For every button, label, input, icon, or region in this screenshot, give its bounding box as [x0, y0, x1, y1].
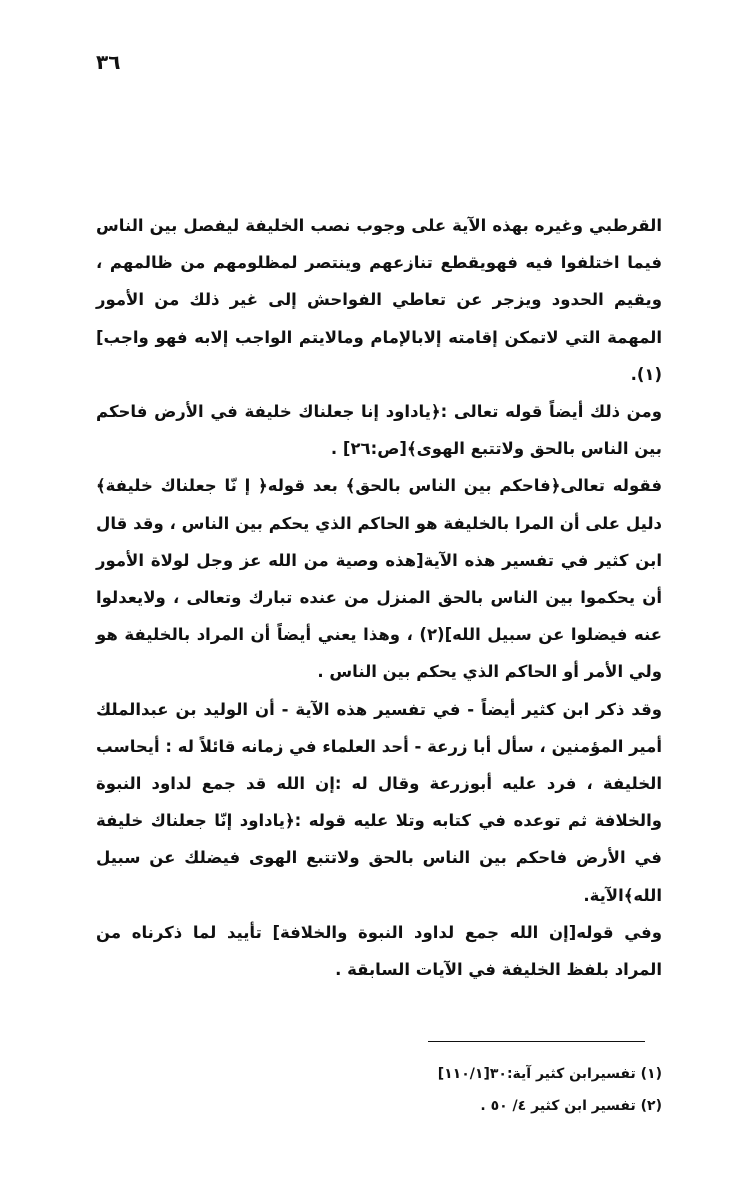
paragraph: فقوله تعالى﴿فاحكم بين الناس بالحق﴾ بعد قوله﴿ إ نّا جعلناك خليفة﴾ دليل على أن المرا بالخليفة هو الحاكم الذي يحكم بين الناس ، وقد قال ابن كثير في تفسير هذه الآية[هذه وصية من الله عز وجل لولاة الأمور أن يحكموا بين الناس بالحق المنزل من عنده تبارك وتعالى ، ولايعدلوا عنه فيضلوا عن سبيل الله](٢) ، وهذا يعني أيضاً أن المراد بالخليفة هو ولي الأمر أو الحاكم الذي يحكم بين الناس .: [96, 476, 662, 682]
paragraph: ومن ذلك أيضاً قوله تعالى :﴿ياداود إنا جعلناك خليفة في الأرض فاحكم بين الناس بالحق ولاتتبع الهوى﴾[ص:٢٦] .: [96, 402, 662, 459]
footnote: (٢) تفسير ابن كثير ٤/ ٥٠ .: [480, 1098, 662, 1114]
body-text: [96, 207, 662, 988]
paragraph: وقد ذكر ابن كثير أيضاً - في تفسير هذه الآية - أن الوليد بن عبدالملك أمير المؤمنين ، سأل أبا زرعة - أحد العلماء في زمانه قائلاً له : أيحاسب الخليفة ، فرد عليه أبوزرعة وقال له :إن الله قد جمع لداود النبوة والخلافة ثم توعده في كتابه وتلا عليه قوله :﴿ياداود إنّا جعلناك خليفة في الأرض فاحكم بين الناس بالحق ولاتتبع الهوى فيضلك عن سبيل الله﴾الآية.: [96, 699, 662, 905]
paragraph: وفي قوله[إن الله جمع لداود النبوة والخلافة] تأييد لما ذكرناه من المراد بلفظ الخليفة في الآيات السابقة .: [96, 922, 662, 980]
footnote: (١) تفسيرابن كثير آية:٣٠[١١٠/١]: [437, 1066, 662, 1082]
paragraph: القرطبي وغيره بهذه الآية على وجوب نصب الخليفة ليفصل بين الناس فيما اختلفوا فيه فهويقطع تنازعهم وينتصر لمظلومهم من ظالمهم ، ويقيم الحدود ويزجر عن تعاطي الفواحش إلى غير ذلك من الأمور المهمة التي لاتمكن إقامته إلابالإمام ومالايتم الواجب إلابه فهو واجب](١).: [96, 216, 662, 384]
footnotes: [96, 1058, 662, 1122]
footnote-separator: [428, 1041, 645, 1042]
page-number: ٣٦: [96, 50, 121, 74]
